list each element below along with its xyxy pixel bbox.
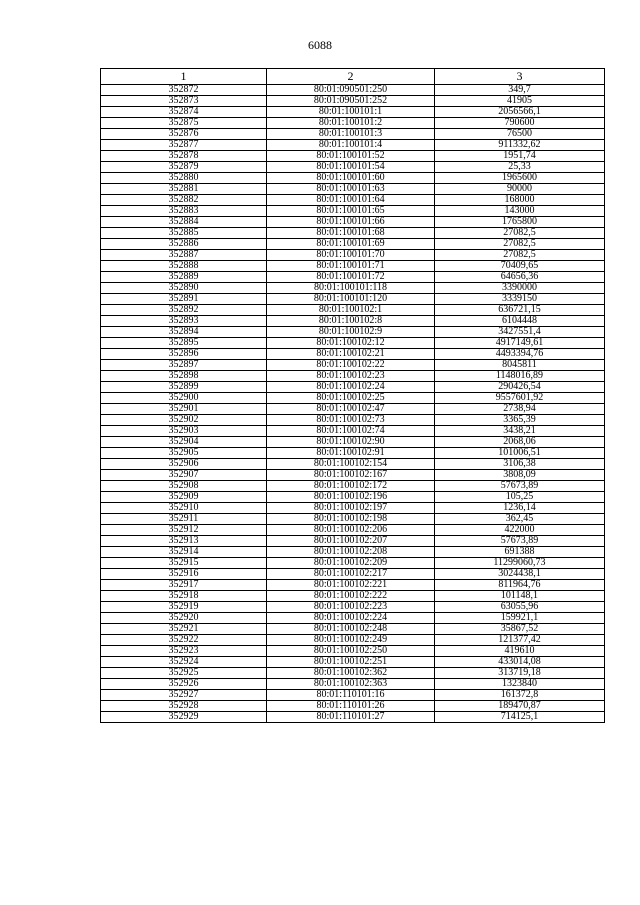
- table-cell: 57673,89: [435, 536, 605, 547]
- table-cell: 80:01:100102:22: [267, 360, 435, 371]
- table-cell: 4917149,61: [435, 338, 605, 349]
- table-row: [101, 569, 605, 580]
- table-row: [101, 151, 605, 162]
- table-cell: 27082,5: [435, 239, 605, 250]
- table-row: [101, 580, 605, 591]
- table-cell: 1236,14: [435, 503, 605, 514]
- table-cell: 352887: [101, 250, 267, 261]
- table-cell: 80:01:100101:69: [267, 239, 435, 250]
- table-cell: 80:01:100102:251: [267, 657, 435, 668]
- table-cell: 433014,08: [435, 657, 605, 668]
- table-row: [101, 382, 605, 393]
- table-row: [101, 338, 605, 349]
- table-cell: 80:01:100102:198: [267, 514, 435, 525]
- table-row: [101, 283, 605, 294]
- table-cell: 3024438,1: [435, 569, 605, 580]
- data-table: [100, 68, 605, 723]
- table-cell: 80:01:100102:47: [267, 404, 435, 415]
- table-cell: 352915: [101, 558, 267, 569]
- table-row: [101, 701, 605, 712]
- table-cell: 352880: [101, 173, 267, 184]
- table-row: [101, 349, 605, 360]
- table-cell: 121377,42: [435, 635, 605, 646]
- table-cell: 101148,1: [435, 591, 605, 602]
- table-cell: 161372,8: [435, 690, 605, 701]
- table-cell: 80:01:100102:90: [267, 437, 435, 448]
- table-cell: 352907: [101, 470, 267, 481]
- table-cell: 352874: [101, 107, 267, 118]
- table-cell: 1765800: [435, 217, 605, 228]
- table-row: [101, 481, 605, 492]
- table-cell: 352879: [101, 162, 267, 173]
- table-row: [101, 470, 605, 481]
- table-cell: 352892: [101, 305, 267, 316]
- table-cell: 352895: [101, 338, 267, 349]
- table-cell: 80:01:100101:65: [267, 206, 435, 217]
- table-cell: 352900: [101, 393, 267, 404]
- table-row: [101, 690, 605, 701]
- table-row: [101, 635, 605, 646]
- table-row: [101, 426, 605, 437]
- table-row: [101, 437, 605, 448]
- table-row: [101, 250, 605, 261]
- table-cell: 352902: [101, 415, 267, 426]
- table-cell: 80:01:100102:23: [267, 371, 435, 382]
- table-cell: 2056566,1: [435, 107, 605, 118]
- table-header-row: [101, 69, 605, 85]
- column-header-1: 1: [101, 69, 267, 85]
- table-cell: 101006,51: [435, 448, 605, 459]
- table-cell: 80:01:100102:223: [267, 602, 435, 613]
- table-row: [101, 679, 605, 690]
- table-cell: 313719,18: [435, 668, 605, 679]
- table-cell: 3390000: [435, 283, 605, 294]
- table-cell: 362,45: [435, 514, 605, 525]
- table-cell: 76500: [435, 129, 605, 140]
- table-cell: 352886: [101, 239, 267, 250]
- table-cell: 80:01:100102:154: [267, 459, 435, 470]
- table-cell: 80:01:100102:217: [267, 569, 435, 580]
- table-cell: 352914: [101, 547, 267, 558]
- table-row: [101, 294, 605, 305]
- table-cell: 80:01:100102:167: [267, 470, 435, 481]
- table-cell: 80:01:100102:9: [267, 327, 435, 338]
- column-header-2: 2: [267, 69, 435, 85]
- table-cell: 352916: [101, 569, 267, 580]
- table-cell: 80:01:100102:363: [267, 679, 435, 690]
- table-cell: 352876: [101, 129, 267, 140]
- table-row: [101, 415, 605, 426]
- table-cell: 352881: [101, 184, 267, 195]
- table-row: [101, 459, 605, 470]
- table-row: [101, 206, 605, 217]
- table-cell: 3365,39: [435, 415, 605, 426]
- table-cell: 352873: [101, 96, 267, 107]
- table-cell: 80:01:100102:250: [267, 646, 435, 657]
- table-row: [101, 316, 605, 327]
- table-cell: 352920: [101, 613, 267, 624]
- table-cell: 80:01:100102:221: [267, 580, 435, 591]
- table-cell: 27082,5: [435, 228, 605, 239]
- table-cell: 80:01:090501:250: [267, 85, 435, 96]
- table-cell: 80:01:100102:222: [267, 591, 435, 602]
- page-number: 6088: [308, 38, 332, 52]
- table-row: [101, 547, 605, 558]
- table-cell: 80:01:100102:74: [267, 426, 435, 437]
- table-cell: 41905: [435, 96, 605, 107]
- table-cell: 352878: [101, 151, 267, 162]
- table-row: [101, 272, 605, 283]
- table-cell: 80:01:100101:66: [267, 217, 435, 228]
- table-cell: 80:01:100102:197: [267, 503, 435, 514]
- table-cell: 25,33: [435, 162, 605, 173]
- table-row: [101, 646, 605, 657]
- table-cell: 80:01:100101:54: [267, 162, 435, 173]
- table-cell: 80:01:100101:3: [267, 129, 435, 140]
- table-cell: 70409,65: [435, 261, 605, 272]
- table-row: [101, 239, 605, 250]
- table-cell: 352906: [101, 459, 267, 470]
- table-cell: 352898: [101, 371, 267, 382]
- table-cell: 352904: [101, 437, 267, 448]
- column-header-3: 3: [435, 69, 605, 85]
- table-row: [101, 712, 605, 723]
- table-row: [101, 173, 605, 184]
- table-cell: 168000: [435, 195, 605, 206]
- table-cell: 4493394,76: [435, 349, 605, 360]
- table-cell: 90000: [435, 184, 605, 195]
- table-cell: 352924: [101, 657, 267, 668]
- table-cell: 80:01:090501:252: [267, 96, 435, 107]
- table-cell: 714125,1: [435, 712, 605, 723]
- table-cell: 9557601,92: [435, 393, 605, 404]
- table-row: [101, 503, 605, 514]
- table-cell: 6104448: [435, 316, 605, 327]
- table-cell: 352911: [101, 514, 267, 525]
- table-cell: 80:01:100101:2: [267, 118, 435, 129]
- table-cell: 1951,74: [435, 151, 605, 162]
- table-cell: 80:01:100101:118: [267, 283, 435, 294]
- table-cell: 80:01:100102:196: [267, 492, 435, 503]
- table-row: [101, 591, 605, 602]
- table-cell: 352909: [101, 492, 267, 503]
- table-cell: 1965600: [435, 173, 605, 184]
- table-cell: 80:01:100102:249: [267, 635, 435, 646]
- table-cell: 80:01:100102:224: [267, 613, 435, 624]
- table-cell: 352917: [101, 580, 267, 591]
- table-row: [101, 305, 605, 316]
- table-cell: 352882: [101, 195, 267, 206]
- table-cell: 352899: [101, 382, 267, 393]
- table-row: [101, 448, 605, 459]
- table-cell: 352889: [101, 272, 267, 283]
- table-cell: 80:01:100102:8: [267, 316, 435, 327]
- table-cell: 290426,54: [435, 382, 605, 393]
- table-cell: 352922: [101, 635, 267, 646]
- table-cell: 422000: [435, 525, 605, 536]
- table-cell: 80:01:110101:16: [267, 690, 435, 701]
- table-row: [101, 492, 605, 503]
- table-row: [101, 525, 605, 536]
- table-cell: 811964,76: [435, 580, 605, 591]
- table-cell: 80:01:100101:63: [267, 184, 435, 195]
- table-cell: 352875: [101, 118, 267, 129]
- table-cell: 80:01:100101:70: [267, 250, 435, 261]
- table-body: [101, 85, 605, 723]
- table-cell: 80:01:100102:73: [267, 415, 435, 426]
- table-cell: 691388: [435, 547, 605, 558]
- table-row: [101, 129, 605, 140]
- table-cell: 352908: [101, 481, 267, 492]
- table-row: [101, 184, 605, 195]
- table-cell: 80:01:100102:362: [267, 668, 435, 679]
- table-cell: 80:01:100101:71: [267, 261, 435, 272]
- table-cell: 80:01:100101:1: [267, 107, 435, 118]
- table-cell: 352926: [101, 679, 267, 690]
- table-row: [101, 668, 605, 679]
- table-cell: 80:01:100102:172: [267, 481, 435, 492]
- table-cell: 352912: [101, 525, 267, 536]
- table-row: [101, 404, 605, 415]
- table-cell: 2738,94: [435, 404, 605, 415]
- table-row: [101, 624, 605, 635]
- table-cell: 352888: [101, 261, 267, 272]
- table-cell: 349,7: [435, 85, 605, 96]
- table-cell: 352903: [101, 426, 267, 437]
- table-cell: 352927: [101, 690, 267, 701]
- table-cell: 80:01:100102:25: [267, 393, 435, 404]
- table-cell: 911332,62: [435, 140, 605, 151]
- table-cell: 352884: [101, 217, 267, 228]
- table-row: [101, 107, 605, 118]
- table-row: [101, 602, 605, 613]
- table-cell: 352897: [101, 360, 267, 371]
- table-cell: 352928: [101, 701, 267, 712]
- table-cell: 636721,15: [435, 305, 605, 316]
- table-row: [101, 118, 605, 129]
- table-row: [101, 371, 605, 382]
- table-row: [101, 657, 605, 668]
- table-row: [101, 558, 605, 569]
- table-cell: 352883: [101, 206, 267, 217]
- table-cell: 80:01:100101:68: [267, 228, 435, 239]
- table-cell: 3106,38: [435, 459, 605, 470]
- table-cell: 80:01:100102:207: [267, 536, 435, 547]
- table-cell: 80:01:100102:209: [267, 558, 435, 569]
- table-cell: 352872: [101, 85, 267, 96]
- table-cell: 352891: [101, 294, 267, 305]
- table-cell: 419610: [435, 646, 605, 657]
- table-cell: 159921,1: [435, 613, 605, 624]
- table-cell: 352921: [101, 624, 267, 635]
- table-cell: 64656,36: [435, 272, 605, 283]
- table-cell: 11299060,73: [435, 558, 605, 569]
- table-cell: 80:01:100102:208: [267, 547, 435, 558]
- table-cell: 80:01:100102:91: [267, 448, 435, 459]
- table-cell: 352919: [101, 602, 267, 613]
- table-cell: 3339150: [435, 294, 605, 305]
- table-cell: 80:01:100101:52: [267, 151, 435, 162]
- table-cell: 27082,5: [435, 250, 605, 261]
- table-cell: 63055,96: [435, 602, 605, 613]
- table-cell: 80:01:100102:1: [267, 305, 435, 316]
- table-cell: 80:01:110101:27: [267, 712, 435, 723]
- table-cell: 352901: [101, 404, 267, 415]
- table-cell: 352910: [101, 503, 267, 514]
- table-row: [101, 393, 605, 404]
- table-cell: 143000: [435, 206, 605, 217]
- table-cell: 80:01:100101:120: [267, 294, 435, 305]
- table-cell: 8045811: [435, 360, 605, 371]
- table-cell: 352877: [101, 140, 267, 151]
- table-row: [101, 140, 605, 151]
- table-cell: 3808,09: [435, 470, 605, 481]
- table-cell: 80:01:100101:64: [267, 195, 435, 206]
- table-cell: 80:01:100101:60: [267, 173, 435, 184]
- table-cell: 1148016,89: [435, 371, 605, 382]
- table-cell: 80:01:100102:248: [267, 624, 435, 635]
- table-cell: 3427551,4: [435, 327, 605, 338]
- table-cell: 2068,06: [435, 437, 605, 448]
- table-row: [101, 261, 605, 272]
- table-cell: 352896: [101, 349, 267, 360]
- table-cell: 80:01:100102:206: [267, 525, 435, 536]
- table-cell: 80:01:100101:4: [267, 140, 435, 151]
- table-row: [101, 195, 605, 206]
- table-cell: 35867,52: [435, 624, 605, 635]
- table-row: [101, 514, 605, 525]
- table-cell: 80:01:100102:21: [267, 349, 435, 360]
- table-cell: 790600: [435, 118, 605, 129]
- table-row: [101, 85, 605, 96]
- table-cell: 57673,89: [435, 481, 605, 492]
- table-cell: 105,25: [435, 492, 605, 503]
- table-cell: 3438,21: [435, 426, 605, 437]
- table-cell: 352918: [101, 591, 267, 602]
- table-row: [101, 613, 605, 624]
- table-cell: 352925: [101, 668, 267, 679]
- table-cell: 352905: [101, 448, 267, 459]
- table-cell: 80:01:110101:26: [267, 701, 435, 712]
- table-cell: 80:01:100102:24: [267, 382, 435, 393]
- table-cell: 352913: [101, 536, 267, 547]
- table-cell: 352885: [101, 228, 267, 239]
- table-cell: 189470,87: [435, 701, 605, 712]
- table-row: [101, 217, 605, 228]
- table-cell: 352894: [101, 327, 267, 338]
- table-row: [101, 536, 605, 547]
- table-row: [101, 162, 605, 173]
- table-row: [101, 360, 605, 371]
- table-cell: 352893: [101, 316, 267, 327]
- table-cell: 352890: [101, 283, 267, 294]
- table-row: [101, 228, 605, 239]
- table-row: [101, 96, 605, 107]
- table-cell: 80:01:100101:72: [267, 272, 435, 283]
- table-cell: 1323840: [435, 679, 605, 690]
- table-cell: 352923: [101, 646, 267, 657]
- table-row: [101, 327, 605, 338]
- table-cell: 80:01:100102:12: [267, 338, 435, 349]
- table-cell: 352929: [101, 712, 267, 723]
